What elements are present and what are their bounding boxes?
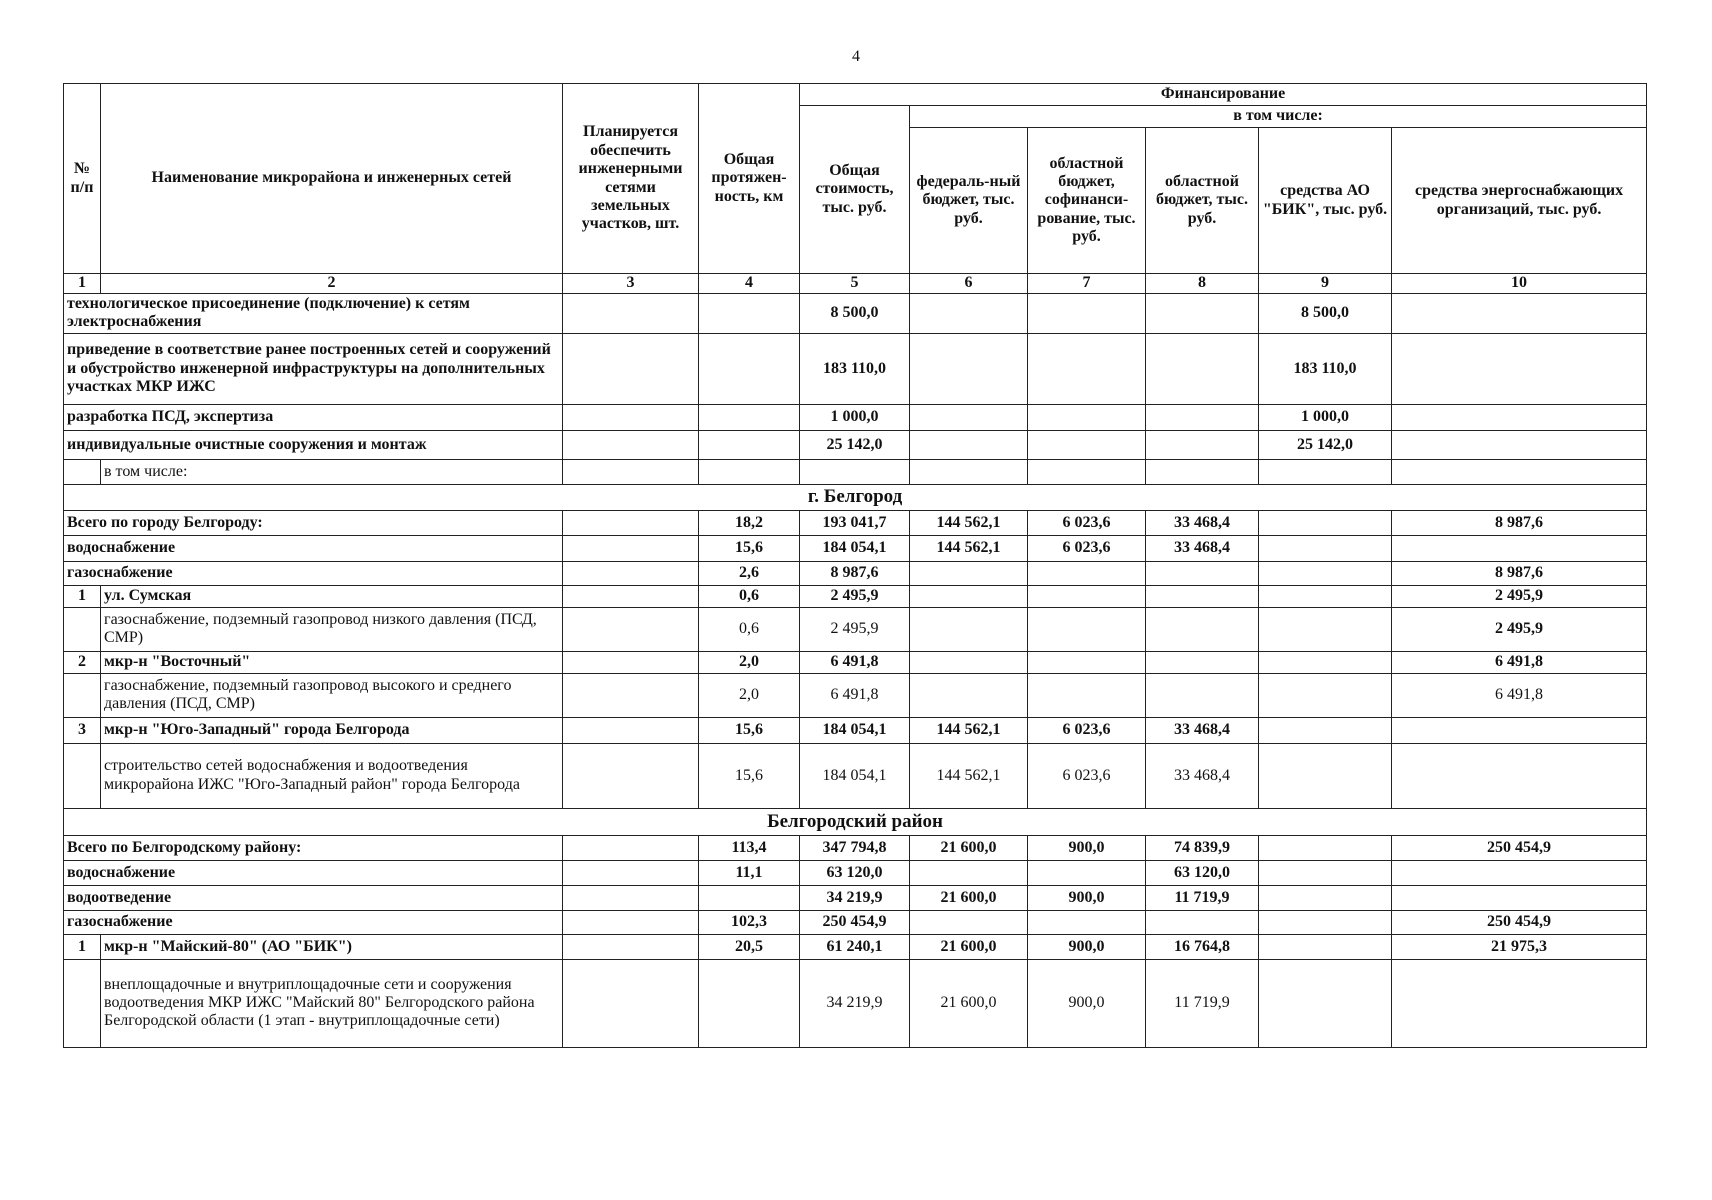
table-row	[64, 607, 1647, 651]
cell-total: 184 054,1	[800, 717, 910, 743]
header-including: в том числе:	[910, 106, 1647, 128]
cell-energy: 250 454,9	[1392, 835, 1647, 860]
row-number: 2	[64, 651, 101, 673]
cell-length: 113,4	[699, 835, 800, 860]
column-number: 1	[64, 274, 101, 294]
cell-bik: 183 110,0	[1259, 333, 1392, 404]
cell-federal: 21 600,0	[910, 835, 1028, 860]
table-row	[64, 934, 1647, 959]
cell-energy: 6 491,8	[1392, 673, 1647, 717]
column-number: 7	[1028, 274, 1146, 294]
cell-regional: 63 120,0	[1146, 860, 1259, 885]
row-name: мкр-н "Майский-80" (АО "БИК")	[101, 934, 563, 959]
cell-total: 193 041,7	[800, 510, 910, 535]
cell-federal: 21 600,0	[910, 959, 1028, 1047]
cell-total: 183 110,0	[800, 333, 910, 404]
cell-federal: 21 600,0	[910, 934, 1028, 959]
cell-total: 8 987,6	[800, 561, 910, 585]
row-name: строительство сетей водоснабжения и водоотведения микрорайона ИЖС "Юго-Западный район" города Белгорода	[101, 743, 563, 808]
cell-cofin: 6 023,6	[1028, 510, 1146, 535]
table-row	[64, 535, 1647, 561]
row-name: газоснабжение, подземный газопровод высокого и среднего давления (ПСД, СМР)	[101, 673, 563, 717]
table-row	[64, 430, 1647, 459]
cell-federal: 144 562,1	[910, 510, 1028, 535]
cell-energy: 2 495,9	[1392, 585, 1647, 607]
cell-federal: 144 562,1	[910, 717, 1028, 743]
row-name: мкр-н "Восточный"	[101, 651, 563, 673]
row-name: Всего по городу Белгороду:	[64, 510, 563, 535]
cell-federal: 144 562,1	[910, 535, 1028, 561]
cell-total: 63 120,0	[800, 860, 910, 885]
section-title-district: Белгородский район	[64, 808, 1647, 835]
row-name: внеплощадочные и внутриплощадочные сети и сооружения водоотведения МКР ИЖС "Майский 80" Белгородского района Белгородской области (1 этап - внутриплощадочные сети)	[101, 959, 563, 1047]
header-col-name: Наименование микрорайона и инженерных сетей	[101, 84, 563, 274]
cell-length: 0,6	[699, 607, 800, 651]
cell-length: 11,1	[699, 860, 800, 885]
table-row	[64, 910, 1647, 934]
cell-total: 184 054,1	[800, 743, 910, 808]
cell-total: 61 240,1	[800, 934, 910, 959]
cell-total: 6 491,8	[800, 673, 910, 717]
cell-total: 8 500,0	[800, 294, 910, 334]
cell-cofin: 900,0	[1028, 959, 1146, 1047]
cell-total: 1 000,0	[800, 404, 910, 430]
row-name: индивидуальные очистные сооружения и монтаж	[64, 430, 563, 459]
row-name: технологическое присоединение (подключение) к сетям электроснабжения	[64, 294, 563, 334]
table-row	[64, 404, 1647, 430]
header-col-bik: средства АО "БИК", тыс. руб.	[1259, 128, 1392, 274]
cell-total: 34 219,9	[800, 885, 910, 910]
cell-total: 2 495,9	[800, 607, 910, 651]
cell-length: 18,2	[699, 510, 800, 535]
section-row	[64, 808, 1647, 835]
section-title-belgorod: г. Белгород	[64, 484, 1647, 510]
cell-cofin: 900,0	[1028, 885, 1146, 910]
cell-length: 102,3	[699, 910, 800, 934]
column-number: 6	[910, 274, 1028, 294]
row-name: разработка ПСД, экспертиза	[64, 404, 563, 430]
table-row	[64, 333, 1647, 404]
cell-total: 2 495,9	[800, 585, 910, 607]
cell-bik: 8 500,0	[1259, 294, 1392, 334]
row-name: газоснабжение	[64, 561, 563, 585]
table-row	[64, 585, 1647, 607]
financing-table	[63, 83, 1647, 1048]
cell-energy: 21 975,3	[1392, 934, 1647, 959]
row-name: газоснабжение	[64, 910, 563, 934]
header-col-length: Общая протяжен-ность, км	[699, 84, 800, 274]
column-number: 5	[800, 274, 910, 294]
cell-regional: 11 719,9	[1146, 885, 1259, 910]
column-number: 8	[1146, 274, 1259, 294]
cell-federal: 144 562,1	[910, 743, 1028, 808]
row-name: мкр-н "Юго-Западный" города Белгорода	[101, 717, 563, 743]
cell-total: 25 142,0	[800, 430, 910, 459]
column-number: 10	[1392, 274, 1647, 294]
cell-bik: 1 000,0	[1259, 404, 1392, 430]
column-number: 3	[563, 274, 699, 294]
table-row	[64, 743, 1647, 808]
cell-length: 15,6	[699, 717, 800, 743]
row-number: 1	[64, 934, 101, 959]
table-row	[64, 835, 1647, 860]
row-number: 1	[64, 585, 101, 607]
header-col-no: № п/п	[64, 84, 101, 274]
table-row	[64, 673, 1647, 717]
row-name: водоснабжение	[64, 535, 563, 561]
cell-bik: 25 142,0	[1259, 430, 1392, 459]
cell-total: 184 054,1	[800, 535, 910, 561]
row-name: водоснабжение	[64, 860, 563, 885]
cell-regional: 11 719,9	[1146, 959, 1259, 1047]
cell-regional: 33 468,4	[1146, 743, 1259, 808]
cell-length: 2,6	[699, 561, 800, 585]
cell-total: 347 794,8	[800, 835, 910, 860]
column-number: 2	[101, 274, 563, 294]
cell-regional: 16 764,8	[1146, 934, 1259, 959]
table-row	[64, 959, 1647, 1047]
cell-energy: 2 495,9	[1392, 607, 1647, 651]
cell-cofin: 6 023,6	[1028, 535, 1146, 561]
row-name: Всего по Белгородскому району:	[64, 835, 563, 860]
cell-total: 250 454,9	[800, 910, 910, 934]
column-number: 4	[699, 274, 800, 294]
cell-length: 20,5	[699, 934, 800, 959]
table-row	[64, 717, 1647, 743]
table-row	[64, 459, 1647, 484]
column-numbers-row	[64, 274, 1647, 294]
row-name: водоотведение	[64, 885, 563, 910]
cell-cofin: 6 023,6	[1028, 717, 1146, 743]
header-col-total-cost: Общая стоимость, тыс. руб.	[800, 106, 910, 274]
cell-energy: 8 987,6	[1392, 510, 1647, 535]
cell-energy: 8 987,6	[1392, 561, 1647, 585]
cell-cofin: 900,0	[1028, 835, 1146, 860]
section-row	[64, 484, 1647, 510]
header-row-1	[64, 84, 1647, 106]
cell-length: 2,0	[699, 673, 800, 717]
cell-regional: 74 839,9	[1146, 835, 1259, 860]
column-number: 9	[1259, 274, 1392, 294]
row-name: газоснабжение, подземный газопровод низкого давления (ПСД, СМР)	[101, 607, 563, 651]
header-col-regional: областной бюджет, тыс. руб.	[1146, 128, 1259, 274]
cell-total: 6 491,8	[800, 651, 910, 673]
header-col-plots: Планируется обеспечить инженерными сетями земельных участков, шт.	[563, 84, 699, 274]
row-name: ул. Сумская	[101, 585, 563, 607]
cell-cofin: 6 023,6	[1028, 743, 1146, 808]
cell-regional: 33 468,4	[1146, 510, 1259, 535]
table-row	[64, 294, 1647, 334]
page-number: 4	[852, 48, 860, 65]
table-row	[64, 561, 1647, 585]
cell-regional: 33 468,4	[1146, 717, 1259, 743]
cell-total: 34 219,9	[800, 959, 910, 1047]
table-row	[64, 885, 1647, 910]
row-name: в том числе:	[101, 459, 563, 484]
cell-energy: 250 454,9	[1392, 910, 1647, 934]
row-name: приведение в соответствие ранее построенных сетей и сооружений и обустройство инженерной инфраструктуры на дополнительных участках МКР ИЖС	[64, 333, 563, 404]
table-row	[64, 510, 1647, 535]
cell-regional: 33 468,4	[1146, 535, 1259, 561]
cell-federal: 21 600,0	[910, 885, 1028, 910]
header-col-regional-cofin: областной бюджет, софинанси-рование, тыс. руб.	[1028, 128, 1146, 274]
header-col-federal: федераль-ный бюджет, тыс. руб.	[910, 128, 1028, 274]
row-number: 3	[64, 717, 101, 743]
cell-length: 0,6	[699, 585, 800, 607]
cell-length: 15,6	[699, 743, 800, 808]
header-col-energy: средства энергоснабжающих организаций, тыс. руб.	[1392, 128, 1647, 274]
cell-length: 15,6	[699, 535, 800, 561]
table-row	[64, 651, 1647, 673]
header-financing: Финансирование	[800, 84, 1647, 106]
cell-energy: 6 491,8	[1392, 651, 1647, 673]
cell-cofin: 900,0	[1028, 934, 1146, 959]
cell-length: 2,0	[699, 651, 800, 673]
table-row	[64, 860, 1647, 885]
